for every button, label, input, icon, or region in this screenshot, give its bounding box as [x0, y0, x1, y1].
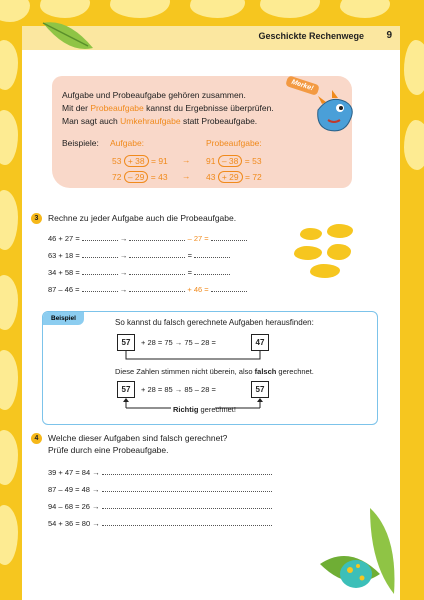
number-box: 47 [251, 334, 269, 351]
answer-field[interactable] [194, 250, 230, 258]
answer-field[interactable] [129, 250, 185, 258]
example-2-probe: 43 + 29 = 72 [206, 172, 262, 182]
merke-line-1: Aufgabe und Probeaufgabe gehören zusammen. [62, 90, 246, 100]
beispiel-intro: So kannst du falsch gerechnete Aufgaben herausfinden: [115, 318, 314, 327]
merke-line-3: Man sagt auch Umkehraufgabe statt Probeaufgabe. [62, 116, 258, 126]
workbook-page [22, 26, 400, 600]
task-row [48, 501, 272, 511]
mismatch-text: Diese Zahlen stimmen nicht überein, also falsch gerechnet. [115, 367, 314, 376]
answer-field[interactable] [129, 233, 185, 241]
equation-text: 39 + 47 = 84 → [48, 468, 100, 477]
merke-tag: Merke! [285, 75, 319, 96]
page-header [22, 26, 400, 50]
arrow: → [119, 285, 128, 294]
connector-arrows [125, 351, 261, 365]
equation-text: 46 + 27 = [48, 234, 80, 243]
correct-text: Richtig gerechnet! [173, 405, 236, 414]
answer-field[interactable] [82, 233, 118, 241]
number-box: 57 [251, 381, 269, 398]
answer-field[interactable] [102, 518, 272, 526]
task-row [48, 284, 247, 294]
leaf-icon [38, 18, 98, 58]
task-row [48, 467, 272, 477]
merke-line-2: Mit der Probeaufgabe kannst du Ergebnisse überprüfen. [62, 103, 274, 113]
dragon-icon [310, 90, 358, 142]
answer-field[interactable] [129, 267, 185, 275]
task-row [48, 518, 272, 528]
page-title: Geschickte Rechenwege [258, 31, 364, 41]
equation-text: = [187, 251, 192, 260]
page-number: 9 [386, 30, 392, 41]
beispiel-box [42, 311, 378, 425]
example-1-probe: 91 – 38 = 53 [206, 156, 262, 166]
equation-text: + 46 = [187, 285, 209, 294]
example-1-aufgabe: 53 + 38 = 91 [112, 156, 168, 166]
answer-field[interactable] [82, 284, 118, 292]
task-row [48, 267, 230, 277]
answer-field[interactable] [194, 267, 230, 275]
equation-text: 87 – 49 = 48 → [48, 485, 100, 494]
answer-field[interactable] [102, 501, 272, 509]
equation-text: 54 + 36 = 80 → [48, 519, 100, 528]
answer-field[interactable] [211, 284, 247, 292]
task-row [48, 233, 247, 243]
answer-field[interactable] [82, 250, 118, 258]
calc-text: + 28 = 85 → 85 – 28 = [141, 385, 216, 394]
example-2-aufgabe: 72 – 29 = 43 [112, 172, 168, 182]
equation-text: 94 – 68 = 26 → [48, 502, 100, 511]
task-number-3: 3 [31, 213, 42, 224]
equation-text: – 27 = [187, 234, 209, 243]
equation-text: = [187, 268, 192, 277]
arrow: → [182, 155, 191, 165]
answer-field[interactable] [211, 233, 247, 241]
beispiel-tag: Beispiel [43, 312, 84, 325]
merke-box [52, 76, 352, 188]
arrow: → [119, 251, 128, 260]
beispiele-label: Beispiele: [62, 138, 99, 148]
arrow: → [182, 171, 191, 181]
answer-field[interactable] [102, 467, 272, 475]
leaf-egg-decoration [310, 504, 402, 600]
equation-text: 63 + 18 = [48, 251, 80, 260]
task-number-4: 4 [31, 433, 42, 444]
task-3-instruction: Rechne zu jeder Aufgabe auch die Probeaufgabe. [48, 213, 237, 223]
arrow: → [119, 268, 128, 277]
answer-field[interactable] [129, 284, 185, 292]
equation-text: 34 + 58 = [48, 268, 80, 277]
answer-field[interactable] [82, 267, 118, 275]
probeaufgabe-label: Probeaufgabe: [206, 138, 262, 148]
equation-text: 87 – 46 = [48, 285, 80, 294]
task-row [48, 250, 230, 260]
number-box: 57 [117, 381, 135, 398]
task-4-line-2: Prüfe durch eine Probeaufgabe. [48, 445, 169, 455]
task-4-line-1: Welche dieser Aufgaben sind falsch gerechnet? [48, 433, 228, 443]
answer-field[interactable] [102, 484, 272, 492]
aufgabe-label: Aufgabe: [110, 138, 145, 148]
calc-text: + 28 = 75 → 75 – 28 = [141, 338, 216, 347]
number-box: 57 [117, 334, 135, 351]
arrow: → [119, 234, 128, 243]
task-row [48, 484, 272, 494]
